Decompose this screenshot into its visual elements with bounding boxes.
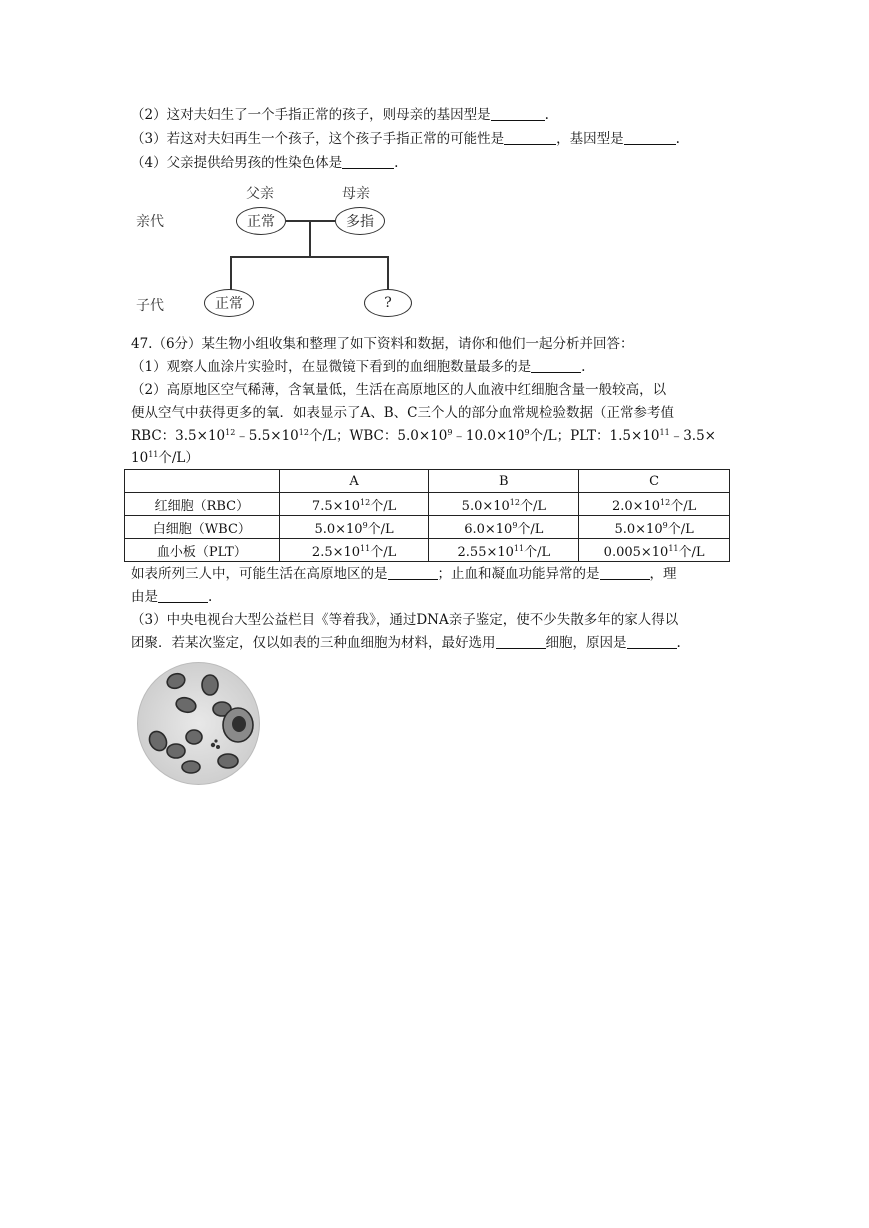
child1-line [230, 256, 232, 290]
table-header-cell [125, 470, 280, 493]
exponent: 11 [148, 450, 159, 459]
child1-trait: 正常 [215, 296, 243, 312]
q47-part2-line2: 便从空气中获得更多的氧．如表显示了A、B、C三个人的部分血常规检验数据（正常参考值 [131, 405, 674, 421]
cell-base: 6.0×10 [464, 521, 513, 537]
table-cell [579, 493, 730, 516]
table-cell [579, 516, 730, 539]
exponent: 12 [660, 497, 671, 507]
cell-unit: 个/L [517, 521, 544, 537]
table-cell [279, 493, 429, 516]
father-label: 父亲 [246, 186, 274, 202]
answer-blank[interactable] [531, 358, 581, 373]
q47-title: 47.（6分）某生物小组收集和整理了如下资料和数据，请你和他们一起分析并回答： [131, 336, 634, 352]
red-blood-cell [182, 761, 200, 773]
question-text: 细胞，原因是 [545, 635, 627, 651]
exponent: 12 [509, 497, 520, 507]
table-cell [429, 539, 579, 562]
q46-part4 [131, 153, 398, 173]
row-label: 血小板（PLT） [125, 539, 280, 562]
answer-blank[interactable] [600, 565, 650, 580]
cell-unit: 个/L [524, 544, 551, 560]
answer-blank[interactable] [504, 130, 556, 145]
descent-line [309, 220, 311, 256]
table-header-cell: A [279, 470, 429, 493]
table-row-plt [125, 539, 730, 562]
table-row-wbc [125, 516, 730, 539]
marriage-line [286, 220, 335, 222]
q47-part1 [131, 357, 585, 377]
exponent: 9 [512, 520, 518, 530]
exponent: 11 [668, 543, 679, 553]
child2-node [364, 289, 412, 317]
cell-base: 5.0×10 [461, 498, 510, 514]
q47-part1-text: （1）观察人血涂片实验时，在显微镜下看到的血细胞数量最多的是 [131, 359, 532, 375]
cell-unit: 个/L [367, 521, 394, 537]
red-blood-cell [186, 730, 202, 744]
question-text: 团聚．若某次鉴定，仅以如表的三种血细胞为材料，最好选用 [131, 635, 496, 651]
cell-unit: 个/L [670, 498, 697, 514]
answer-blank[interactable] [158, 588, 208, 603]
cell-unit: 个/L [678, 544, 705, 560]
q46-part2 [131, 105, 549, 125]
row-label: 白细胞（WBC） [125, 516, 280, 539]
table-row-rbc [125, 493, 730, 516]
answer-blank[interactable] [342, 154, 394, 169]
mother-label: 母亲 [342, 186, 370, 202]
sibship-line [230, 256, 388, 258]
period: . [394, 155, 399, 171]
cell-unit: 个/L [519, 498, 546, 514]
answer-blank[interactable] [496, 634, 546, 649]
exponent: 11 [513, 543, 525, 553]
parent-generation-label: 亲代 [136, 214, 164, 230]
row-label: 红细胞（RBC） [125, 493, 280, 516]
question-text: 如表所列三人中，可能生活在高原地区的是 [131, 566, 388, 582]
exponent: 9 [662, 520, 668, 530]
ref-text: ﹣10.0×10 [452, 428, 525, 444]
answer-blank[interactable] [624, 130, 676, 145]
child1-node [204, 289, 254, 317]
cell-base: 2.0×10 [611, 498, 661, 514]
reference-values-line1 [131, 426, 716, 446]
red-blood-cell [167, 744, 185, 758]
cell-base: 2.5×10 [311, 544, 361, 560]
q46-part4-text: （4）父亲提供给男孩的性染色体是 [131, 155, 343, 171]
question-text: ，理 [649, 566, 677, 582]
mother-trait: 多指 [346, 214, 374, 230]
q46-part3-mid: ，基因型是 [556, 131, 624, 147]
q47-part3-line2 [131, 633, 681, 653]
ref-text: 10 [131, 450, 149, 466]
table-cell [429, 516, 579, 539]
ref-text: 个/L；WBC：5.0×10 [308, 428, 448, 444]
blood-smear-micrograph [136, 661, 261, 786]
blood-test-table [124, 469, 730, 562]
father-trait: 正常 [247, 214, 275, 230]
period: . [544, 107, 549, 123]
q47-part2-line1: （2）高原地区空气稀薄，含氧量低，生活在高原地区的人血液中红细胞含量一般较高，以 [131, 382, 667, 398]
q46-part3-text: （3）若这对夫妇再生一个孩子，这个孩子手指正常的可能性是 [131, 131, 505, 147]
ref-text: RBC：3.5×10 [131, 428, 226, 444]
red-blood-cell [202, 675, 218, 695]
period: . [581, 359, 586, 375]
table-cell [279, 516, 429, 539]
table-cell [279, 539, 429, 562]
table-cell [579, 539, 730, 562]
father-node [236, 207, 286, 235]
cell-base: 0.005×10 [603, 544, 669, 560]
exponent: 9 [362, 520, 368, 530]
ref-text: ﹣5.5×10 [235, 428, 299, 444]
q47-part2-question-line2 [131, 587, 212, 607]
white-blood-cell [223, 708, 253, 742]
question-text: 由是 [131, 589, 158, 605]
cell-unit: 个/L [667, 521, 694, 537]
red-blood-cell [218, 754, 238, 768]
cell-base: 7.5×10 [311, 498, 361, 514]
cell-unit: 个/L [370, 544, 397, 560]
ref-text: ﹣3.5× [669, 428, 716, 444]
answer-blank[interactable] [491, 106, 545, 121]
table-cell [429, 493, 579, 516]
exponent: 12 [225, 428, 236, 437]
mother-node [335, 207, 385, 235]
period: . [208, 589, 213, 605]
table-header-cell: C [579, 470, 730, 493]
question-text: ；止血和凝血功能异常的是 [437, 566, 600, 582]
q47-part3-line1: （3）中央电视台大型公益栏目《等着我》，通过DNA亲子鉴定，使不少失散多年的家人得以 [131, 612, 679, 628]
table-header-cell: B [429, 470, 579, 493]
q47-part2-question [131, 564, 677, 584]
exponent: 11 [659, 428, 670, 437]
exponent: 11 [360, 543, 371, 553]
period: . [676, 635, 681, 651]
cell-base: 5.0×10 [314, 521, 363, 537]
cell-unit: 个/L [370, 498, 397, 514]
q46-part2-text: （2）这对夫妇生了一个手指正常的孩子，则母亲的基因型是 [131, 107, 491, 123]
child2-line [387, 256, 389, 290]
child2-trait: ? [384, 295, 392, 311]
q46-part3 [131, 129, 680, 149]
reference-values-line2 [131, 448, 199, 468]
cell-base: 5.0×10 [614, 521, 663, 537]
table-header-row [125, 470, 730, 493]
exponent: 9 [524, 428, 530, 437]
answer-blank[interactable] [627, 634, 677, 649]
exponent: 9 [447, 428, 453, 437]
answer-blank[interactable] [388, 565, 438, 580]
child-generation-label: 子代 [136, 298, 164, 314]
exponent: 12 [360, 497, 371, 507]
exponent: 12 [298, 428, 309, 437]
ref-text: 个/L；PLT：1.5×10 [529, 428, 660, 444]
cell-base: 2.55×10 [457, 544, 514, 560]
ref-text: 个/L） [158, 450, 199, 466]
period: . [675, 131, 680, 147]
